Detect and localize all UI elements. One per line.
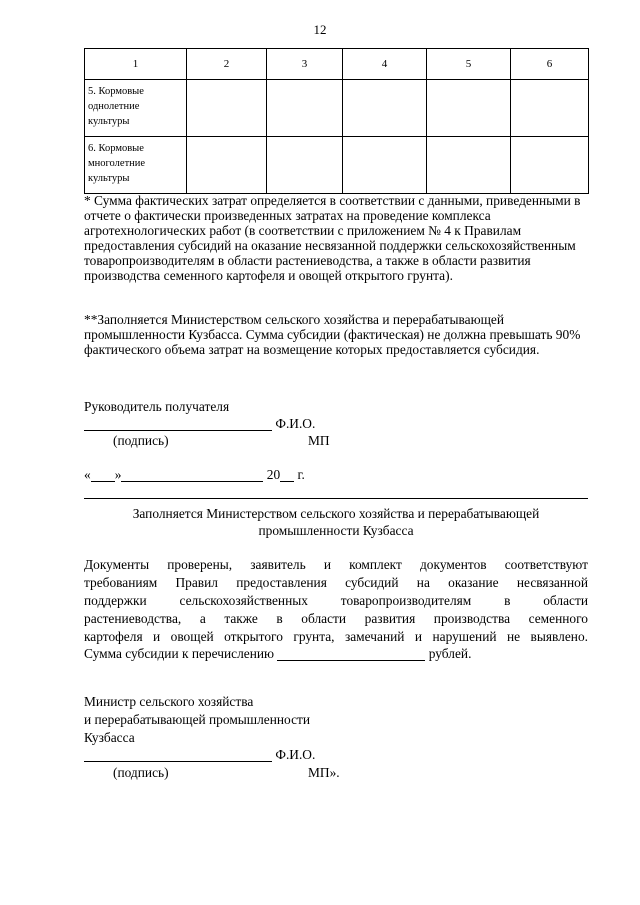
recipient-signature-caption: (подпись) [113,433,169,448]
costs-table [84,48,589,194]
subsidy-amount-unit: рублей. [428,646,472,661]
table-cell [511,137,589,194]
table-cell [343,137,427,194]
recipient-stamp: МП [308,433,330,448]
day-blank [91,468,115,482]
subsidy-amount-line [84,645,471,662]
table-header-row [85,49,589,80]
subsidy-amount-blank [277,647,425,661]
date-open-quote: « [84,467,91,482]
footnote-costs: * Сумма фактических затрат определяется в соответствии с данными, приведенными в отчете о фактически произведенных затратах на проведение комплекса агротехнологических работ (в соответствии с приложением № 4 к Правилам предоставления субсидий на оказание несвязанной поддержки сельскохозяйственным товаропроизводителям в области растениеводства, а также в области развития производства семенного картофеля и овощей открытого грунта). [84,193,581,283]
table-cell [427,137,511,194]
table-header-cell: 1 [85,49,187,80]
year-blank [280,468,294,482]
verification-line: поддержки сельскохозяйственных товаропроизводителям в области [84,593,588,608]
subsidy-amount-label: Сумма субсидии к перечислению [84,646,275,661]
minister-signature-caption: (подпись) [113,765,169,780]
ministry-heading: Заполняется Министерством сельского хозяйства и перерабатывающей промышленности Кузбасса [132,506,540,538]
table-cell [343,80,427,137]
table-cell [427,80,511,137]
row-label: 5. Кормовые однолетние культуры [85,80,187,137]
recipient-date-line [84,466,305,483]
table-cell [187,137,267,194]
recipient-fio: Ф.И.О. [275,416,316,431]
month-blank [121,468,263,482]
section-divider [84,498,588,499]
year-suffix: г. [297,467,305,482]
page-number: 12 [313,22,327,37]
verification-line: картофеля и овощей открытого грунта, замечаний и нарушений не выявлено. [84,629,588,644]
row-label: 6. Кормовые многолетние культуры [85,137,187,194]
table-row [85,80,589,137]
table-cell [267,80,343,137]
table-cell [511,80,589,137]
verification-line: требованиям Правил предоставления субсидий на оказание несвязанной [84,575,588,590]
minister-title-line: и перерабатывающей промышленности [84,712,311,727]
table-header-cell: 4 [343,49,427,80]
minister-title-line: Кузбасса [84,730,135,745]
minister-fio: Ф.И.О. [275,747,316,762]
minister-signature-line [84,746,315,763]
date-close-quote: » [114,467,122,482]
year-prefix: 20 [266,467,281,482]
verification-line: Документы проверены, заявитель и комплект документов соответствуют [84,557,588,572]
verification-line: растениеводства, а также в области развития производства семенного [84,611,588,626]
table-cell [187,80,267,137]
minister-title-line: Министр сельского хозяйства [84,694,254,709]
table-header-cell: 5 [427,49,511,80]
table-cell [267,137,343,194]
signature-blank [84,746,272,762]
minister-stamp: МП». [308,765,340,780]
table-header-cell: 2 [187,49,267,80]
footnote-ministry: **Заполняется Министерством сельского хозяйства и перерабатывающей промышленности Кузбасса. Сумма субсидии (фактическая) не должна превышать 90% фактического объема затрат на возмещение которых предоставляется субсидия. [84,312,581,357]
table-row [85,137,589,194]
recipient-signature-line [84,415,315,432]
table-header-cell: 3 [267,49,343,80]
recipient-head-label: Руководитель получателя [84,399,230,414]
table-header-cell: 6 [511,49,589,80]
signature-blank [84,415,272,431]
